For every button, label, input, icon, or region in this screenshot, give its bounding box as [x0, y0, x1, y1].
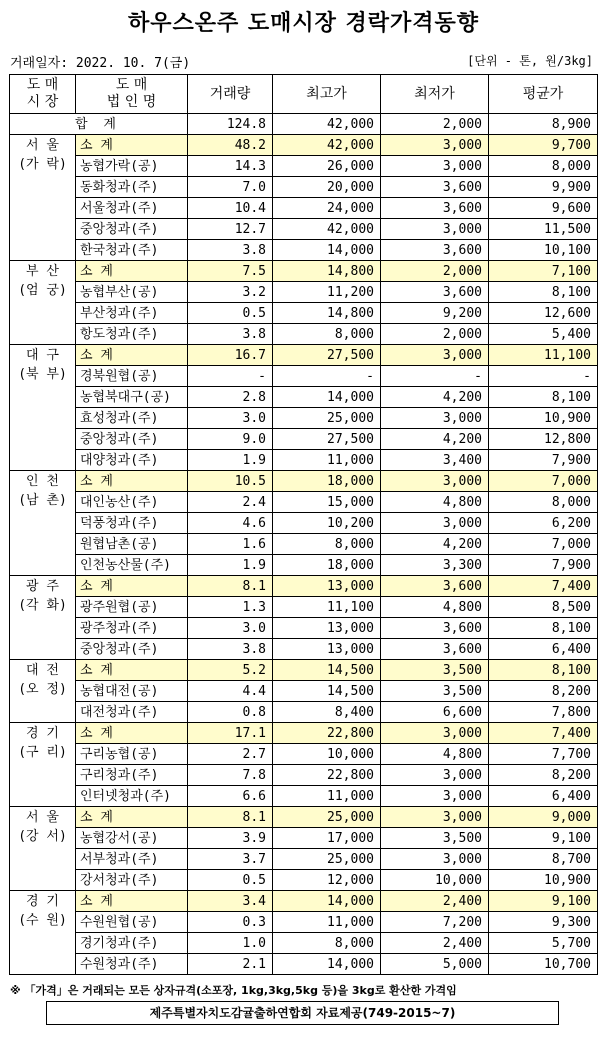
min-price-cell: 2,000: [381, 324, 489, 345]
total-volume: 124.8: [188, 114, 273, 135]
avg-price-cell: 8,500: [489, 597, 598, 618]
dealer-name: 인천농산물(주): [76, 555, 188, 576]
min-price-cell: 6,600: [381, 702, 489, 723]
table-row: [10, 324, 598, 345]
dealer-name: 대양청과(주): [76, 450, 188, 471]
dealer-name: 대인농산(주): [76, 492, 188, 513]
min-price-cell: 3,600: [381, 240, 489, 261]
avg-price-cell: 8,100: [489, 387, 598, 408]
dealer-name: 농협강서(공): [76, 828, 188, 849]
table-row: [10, 786, 598, 807]
dealer-name: 중앙청과(주): [76, 429, 188, 450]
table-row: [10, 429, 598, 450]
dealer-name: 농협가락(공): [76, 156, 188, 177]
market-district: (남 촌): [18, 493, 67, 508]
table-row: [10, 849, 598, 870]
dealer-name: 부산청과(주): [76, 303, 188, 324]
avg-price-cell: 6,400: [489, 786, 598, 807]
min-price-cell: 3,000: [381, 156, 489, 177]
min-price-cell: 3,500: [381, 828, 489, 849]
market-city: 대 전: [26, 663, 59, 678]
dealer-name: 농협북대구(공): [76, 387, 188, 408]
avg-price-cell: 10,900: [489, 870, 598, 891]
table-row: [10, 555, 598, 576]
min-price-cell: 3,000: [381, 513, 489, 534]
avg-price-cell: 6,200: [489, 513, 598, 534]
min-price-cell: 2,400: [381, 891, 489, 912]
table-row: [10, 534, 598, 555]
table-row: [10, 156, 598, 177]
table-row: [10, 744, 598, 765]
volume-cell: 2.4: [188, 492, 273, 513]
volume-cell: 48.2: [188, 135, 273, 156]
avg-price-cell: 9,100: [489, 828, 598, 849]
avg-price-cell: 9,600: [489, 198, 598, 219]
market-name: [10, 807, 76, 891]
market-district: (가 락): [18, 157, 67, 172]
min-price-cell: 3,000: [381, 408, 489, 429]
avg-price-cell: 8,200: [489, 765, 598, 786]
max-price-cell: 25,000: [273, 807, 381, 828]
dealer-name: 동화청과(주): [76, 177, 188, 198]
volume-cell: 3.8: [188, 639, 273, 660]
dealer-name: 대전청과(주): [76, 702, 188, 723]
subtotal-label: 소 계: [76, 471, 188, 492]
avg-price-cell: 9,000: [489, 807, 598, 828]
volume-cell: 5.2: [188, 660, 273, 681]
table-row: [10, 513, 598, 534]
max-price-cell: 14,000: [273, 954, 381, 975]
market-name: [10, 891, 76, 975]
min-price-cell: 7,200: [381, 912, 489, 933]
volume-cell: 3.9: [188, 828, 273, 849]
avg-price-cell: 7,900: [489, 555, 598, 576]
table-row: [10, 681, 598, 702]
table-row: [10, 387, 598, 408]
header-max-price: 최고가: [273, 75, 381, 114]
volume-cell: 0.8: [188, 702, 273, 723]
subtotal-label: 소 계: [76, 807, 188, 828]
min-price-cell: 3,000: [381, 345, 489, 366]
market-city: 인 천: [26, 474, 59, 489]
min-price-cell: 2,400: [381, 933, 489, 954]
subtotal-row: [10, 891, 598, 912]
volume-cell: 16.7: [188, 345, 273, 366]
max-price-cell: 15,000: [273, 492, 381, 513]
table-row: [10, 177, 598, 198]
table-row: [10, 954, 598, 975]
max-price-cell: 11,000: [273, 912, 381, 933]
volume-cell: 3.0: [188, 618, 273, 639]
avg-price-cell: 9,100: [489, 891, 598, 912]
subtotal-row: [10, 135, 598, 156]
max-price-cell: 11,100: [273, 597, 381, 618]
avg-price-cell: 11,500: [489, 219, 598, 240]
min-price-cell: 3,400: [381, 450, 489, 471]
table-row: [10, 282, 598, 303]
max-price-cell: 14,800: [273, 261, 381, 282]
market-name: [10, 660, 76, 723]
max-price-cell: 42,000: [273, 135, 381, 156]
max-price-cell: 17,000: [273, 828, 381, 849]
market-district: (북 부): [18, 367, 67, 382]
market-city: 서 울: [26, 810, 59, 825]
volume-cell: 8.1: [188, 576, 273, 597]
avg-price-cell: 7,000: [489, 534, 598, 555]
min-price-cell: 3,000: [381, 135, 489, 156]
volume-cell: 0.3: [188, 912, 273, 933]
min-price-cell: 10,000: [381, 870, 489, 891]
unit-label: [단위 - 톤, 원/3kg]: [467, 54, 593, 68]
min-price-cell: 3,600: [381, 576, 489, 597]
max-price-cell: 12,000: [273, 870, 381, 891]
market-name: [10, 471, 76, 576]
min-price-cell: 3,000: [381, 765, 489, 786]
volume-cell: 3.0: [188, 408, 273, 429]
avg-price-cell: 10,900: [489, 408, 598, 429]
table-row: [10, 366, 598, 387]
dealer-name: 광주원협(공): [76, 597, 188, 618]
max-price-cell: 10,200: [273, 513, 381, 534]
min-price-cell: 3,600: [381, 198, 489, 219]
subtotal-row: [10, 345, 598, 366]
subtotal-row: [10, 723, 598, 744]
subtotal-label: 소 계: [76, 261, 188, 282]
max-price-cell: 24,000: [273, 198, 381, 219]
table-row: [10, 492, 598, 513]
volume-cell: -: [188, 366, 273, 387]
table-row: [10, 912, 598, 933]
dealer-name: 농협부산(공): [76, 282, 188, 303]
market-city: 대 구: [26, 348, 59, 363]
volume-cell: 7.5: [188, 261, 273, 282]
max-price-cell: 11,000: [273, 786, 381, 807]
max-price-cell: 14,000: [273, 387, 381, 408]
volume-cell: 1.3: [188, 597, 273, 618]
min-price-cell: 3,300: [381, 555, 489, 576]
volume-cell: 4.4: [188, 681, 273, 702]
max-price-cell: 22,800: [273, 723, 381, 744]
avg-price-cell: 7,100: [489, 261, 598, 282]
avg-price-cell: 10,100: [489, 240, 598, 261]
total-label: 합 계: [10, 114, 188, 135]
subtotal-label: 소 계: [76, 576, 188, 597]
min-price-cell: 4,800: [381, 744, 489, 765]
header-avg-price: 평균가: [489, 75, 598, 114]
table-row: [10, 240, 598, 261]
market-city: 서 울: [26, 138, 59, 153]
max-price-cell: 25,000: [273, 408, 381, 429]
dealer-name: 경기청과(주): [76, 933, 188, 954]
volume-cell: 8.1: [188, 807, 273, 828]
dealer-name: 구리청과(주): [76, 765, 188, 786]
volume-cell: 1.6: [188, 534, 273, 555]
min-price-cell: 3,000: [381, 807, 489, 828]
min-price-cell: 4,800: [381, 492, 489, 513]
volume-cell: 3.7: [188, 849, 273, 870]
header-min-price: 최저가: [381, 75, 489, 114]
market-district: (엄 궁): [18, 283, 67, 298]
footnote: ※ 「가격」은 거래되는 모든 상자규격(소포장, 1kg,3kg,5kg 등)을 3kg로 환산한 가격임: [10, 984, 457, 997]
header-volume: 거래량: [188, 75, 273, 114]
min-price-cell: 9,200: [381, 303, 489, 324]
max-price-cell: 14,000: [273, 891, 381, 912]
table-row: [10, 219, 598, 240]
min-price-cell: 3,000: [381, 471, 489, 492]
market-name: [10, 576, 76, 660]
max-price-cell: 18,000: [273, 471, 381, 492]
dealer-name: 수원원협(공): [76, 912, 188, 933]
min-price-cell: 3,500: [381, 681, 489, 702]
avg-price-cell: 12,600: [489, 303, 598, 324]
subtotal-label: 소 계: [76, 660, 188, 681]
avg-price-cell: 7,700: [489, 744, 598, 765]
table-row: [10, 198, 598, 219]
table-row: [10, 639, 598, 660]
volume-cell: 0.5: [188, 303, 273, 324]
max-price-cell: 27,500: [273, 429, 381, 450]
avg-price-cell: 7,400: [489, 723, 598, 744]
avg-price-cell: 11,100: [489, 345, 598, 366]
max-price-cell: 18,000: [273, 555, 381, 576]
dealer-name: 덕풍청과(주): [76, 513, 188, 534]
volume-cell: 3.4: [188, 891, 273, 912]
max-price-cell: 11,000: [273, 450, 381, 471]
avg-price-cell: 10,700: [489, 954, 598, 975]
min-price-cell: 4,200: [381, 429, 489, 450]
table-row: [10, 408, 598, 429]
volume-cell: 4.6: [188, 513, 273, 534]
min-price-cell: -: [381, 366, 489, 387]
dealer-name: 서부청과(주): [76, 849, 188, 870]
dealer-name: 농협대전(공): [76, 681, 188, 702]
volume-cell: 17.1: [188, 723, 273, 744]
dealer-name: 서울청과(주): [76, 198, 188, 219]
total-max-price: 42,000: [273, 114, 381, 135]
max-price-cell: 13,000: [273, 618, 381, 639]
market-city: 광 주: [26, 579, 59, 594]
subtotal-row: [10, 660, 598, 681]
dealer-name: 경북원협(공): [76, 366, 188, 387]
total-avg-price: 8,900: [489, 114, 598, 135]
min-price-cell: 3,000: [381, 723, 489, 744]
trade-date: 거래일자: 2022. 10. 7(금): [10, 56, 191, 71]
max-price-cell: 25,000: [273, 849, 381, 870]
total-min-price: 2,000: [381, 114, 489, 135]
min-price-cell: 2,000: [381, 261, 489, 282]
total-row: [10, 114, 598, 135]
volume-cell: 0.5: [188, 870, 273, 891]
subtotal-row: [10, 807, 598, 828]
volume-cell: 2.8: [188, 387, 273, 408]
volume-cell: 1.9: [188, 555, 273, 576]
market-district: (구 리): [18, 745, 67, 760]
min-price-cell: 3,600: [381, 282, 489, 303]
table-row: [10, 618, 598, 639]
table-row: [10, 933, 598, 954]
min-price-cell: 3,600: [381, 618, 489, 639]
subtotal-label: 소 계: [76, 135, 188, 156]
min-price-cell: 3,000: [381, 786, 489, 807]
avg-price-cell: 8,000: [489, 156, 598, 177]
max-price-cell: -: [273, 366, 381, 387]
market-city: 경 기: [26, 726, 59, 741]
dealer-name: 수원청과(주): [76, 954, 188, 975]
dealer-name: 광주청과(주): [76, 618, 188, 639]
market-name: [10, 723, 76, 807]
volume-cell: 7.8: [188, 765, 273, 786]
subtotal-label: 소 계: [76, 723, 188, 744]
dealer-name: 구리농협(공): [76, 744, 188, 765]
max-price-cell: 8,000: [273, 534, 381, 555]
avg-price-cell: 9,700: [489, 135, 598, 156]
avg-price-cell: 8,700: [489, 849, 598, 870]
avg-price-cell: 8,000: [489, 492, 598, 513]
max-price-cell: 13,000: [273, 576, 381, 597]
avg-price-cell: 8,100: [489, 282, 598, 303]
header-market: 도 매 시 장: [10, 75, 76, 114]
avg-price-cell: 8,100: [489, 618, 598, 639]
max-price-cell: 13,000: [273, 639, 381, 660]
volume-cell: 6.6: [188, 786, 273, 807]
avg-price-cell: 7,800: [489, 702, 598, 723]
avg-price-cell: 7,000: [489, 471, 598, 492]
min-price-cell: 4,800: [381, 597, 489, 618]
market-name: [10, 261, 76, 345]
market-name: [10, 345, 76, 471]
avg-price-cell: 7,900: [489, 450, 598, 471]
min-price-cell: 3,600: [381, 639, 489, 660]
max-price-cell: 14,500: [273, 660, 381, 681]
volume-cell: 3.2: [188, 282, 273, 303]
market-city: 경 기: [26, 894, 59, 909]
table-row: [10, 597, 598, 618]
avg-price-cell: 5,400: [489, 324, 598, 345]
market-district: (각 화): [18, 598, 67, 613]
avg-price-cell: 8,100: [489, 660, 598, 681]
avg-price-cell: 6,400: [489, 639, 598, 660]
volume-cell: 2.7: [188, 744, 273, 765]
avg-price-cell: 12,800: [489, 429, 598, 450]
volume-cell: 10.5: [188, 471, 273, 492]
avg-price-cell: 5,700: [489, 933, 598, 954]
table-row: [10, 702, 598, 723]
avg-price-cell: 9,900: [489, 177, 598, 198]
table-row: [10, 870, 598, 891]
volume-cell: 3.8: [188, 324, 273, 345]
dealer-name: 한국청과(주): [76, 240, 188, 261]
subtotal-label: 소 계: [76, 345, 188, 366]
market-name: [10, 135, 76, 261]
max-price-cell: 8,400: [273, 702, 381, 723]
max-price-cell: 11,200: [273, 282, 381, 303]
table-row: [10, 765, 598, 786]
table-row: [10, 450, 598, 471]
dealer-name: 인터넷청과(주): [76, 786, 188, 807]
header-dealer: 도 매 법 인 명: [76, 75, 188, 114]
dealer-name: 중앙청과(주): [76, 639, 188, 660]
dealer-name: 강서청과(주): [76, 870, 188, 891]
subtotal-row: [10, 261, 598, 282]
min-price-cell: 3,500: [381, 660, 489, 681]
max-price-cell: 14,800: [273, 303, 381, 324]
avg-price-cell: 8,200: [489, 681, 598, 702]
report-title: 하우스온주 도매시장 경락가격동향: [127, 11, 480, 36]
max-price-cell: 22,800: [273, 765, 381, 786]
volume-cell: 14.3: [188, 156, 273, 177]
max-price-cell: 42,000: [273, 219, 381, 240]
dealer-name: 중앙청과(주): [76, 219, 188, 240]
market-district: (오 정): [18, 682, 67, 697]
avg-price-cell: -: [489, 366, 598, 387]
max-price-cell: 14,000: [273, 240, 381, 261]
volume-cell: 1.0: [188, 933, 273, 954]
market-district: (강 서): [18, 829, 67, 844]
dealer-name: 효성청과(주): [76, 408, 188, 429]
max-price-cell: 14,500: [273, 681, 381, 702]
header-row: [10, 75, 598, 114]
volume-cell: 1.9: [188, 450, 273, 471]
min-price-cell: 4,200: [381, 387, 489, 408]
subtotal-row: [10, 471, 598, 492]
subtotal-label: 소 계: [76, 891, 188, 912]
min-price-cell: 3,600: [381, 177, 489, 198]
table-row: [10, 303, 598, 324]
subtotal-row: [10, 576, 598, 597]
volume-cell: 12.7: [188, 219, 273, 240]
source-box: 제주특별자치도감귤출하연합회 자료제공(749-2015~7): [46, 1001, 559, 1025]
min-price-cell: 3,000: [381, 849, 489, 870]
max-price-cell: 10,000: [273, 744, 381, 765]
max-price-cell: 8,000: [273, 324, 381, 345]
dealer-name: 항도청과(주): [76, 324, 188, 345]
max-price-cell: 26,000: [273, 156, 381, 177]
volume-cell: 7.0: [188, 177, 273, 198]
market-city: 부 산: [26, 264, 59, 279]
min-price-cell: 4,200: [381, 534, 489, 555]
volume-cell: 9.0: [188, 429, 273, 450]
max-price-cell: 8,000: [273, 933, 381, 954]
avg-price-cell: 7,400: [489, 576, 598, 597]
market-district: (수 원): [18, 913, 67, 928]
max-price-cell: 20,000: [273, 177, 381, 198]
volume-cell: 2.1: [188, 954, 273, 975]
dealer-name: 원협남촌(공): [76, 534, 188, 555]
volume-cell: 10.4: [188, 198, 273, 219]
min-price-cell: 5,000: [381, 954, 489, 975]
price-table: [9, 74, 598, 975]
max-price-cell: 27,500: [273, 345, 381, 366]
min-price-cell: 3,000: [381, 219, 489, 240]
table-row: [10, 828, 598, 849]
volume-cell: 3.8: [188, 240, 273, 261]
avg-price-cell: 9,300: [489, 912, 598, 933]
